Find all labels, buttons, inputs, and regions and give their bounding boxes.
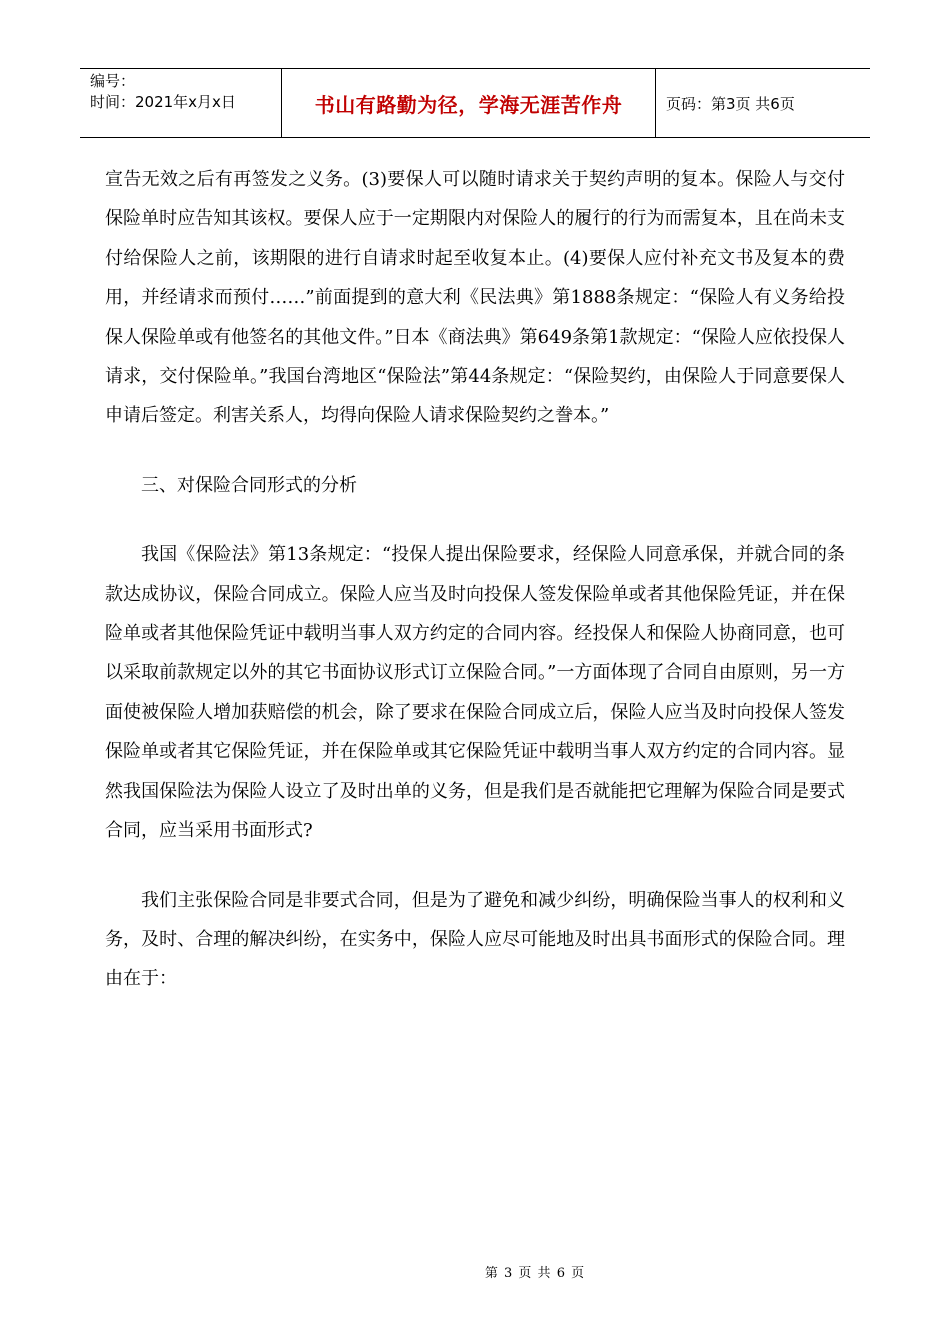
paragraph: 我们主张保险合同是非要式合同，但是为了避免和减少纠纷，明确保险当事人的权利和义务，及时、合理的解决纠纷，在实务中，保险人应尽可能地及时出具书面形式的保险合同。理由在于： [105, 889, 845, 990]
time-label: 时间：2021年x月x日 [90, 93, 236, 111]
page-footer: 第 3 页 共 6 页 [484, 1266, 586, 1281]
header-meta-cell [80, 69, 282, 137]
paragraph-continued: 宣告无效之后有再签发之义务。(3)要保人可以随时请求关于契约声明的复本。保险人与交付保险单时应告知其该权。要保人应于一定期限内对保险人的履行的行为而需复本，且在尚未支付给保险人之前，该期限的进行自请求时起至收复本止。(4)要保人应付补充文书及复本的费用，并经请求而预付……”前面提到的意大利《民法典》第1888条规定：“保险人有义务给投保人保险单或有他签名的其他文件。”日本《商法典》第649条第1款规定：“保险人应依投保人请求，交付保险单。”我国台湾地区“保险法”第44条规定：“保险契约，由保险人于同意要保人申请后签定。利害关系人，均得向保险人请求保险契约之誊本。” [105, 169, 845, 427]
page-header [80, 68, 870, 138]
section-heading: 三、对保险合同形式的分析 [141, 474, 357, 496]
paragraph: 我国《保险法》第13条规定：“投保人提出保险要求，经保险人同意承保，并就合同的条款达成协议，保险合同成立。保险人应当及时向投保人签发保险单或者其他保险凭证，并在保险单或者其他保险凭证中载明当事人双方约定的合同内容。经投保人和保险人协商同意，也可以采取前款规定以外的其它书面协议形式订立保险合同。”一方面体现了合同自由原则，另一方面使被保险人增加获赔偿的机会，除了要求在保险合同成立后，保险人应当及时向投保人签发保险单或者其它保险凭证，并在保险单或其它保险凭证中载明当事人双方约定的合同内容。显然我国保险法为保险人设立了及时出单的义务，但是我们是否就能把它理解为保险合同是要式合同，应当采用书面形式? [105, 544, 845, 842]
header-page-info: 页码：第3页 共6页 [666, 94, 795, 113]
header-motto: 书山有路勤为径，学海无涯苦作舟 [282, 69, 656, 137]
document-body [105, 160, 845, 999]
number-label: 编号： [90, 72, 136, 90]
